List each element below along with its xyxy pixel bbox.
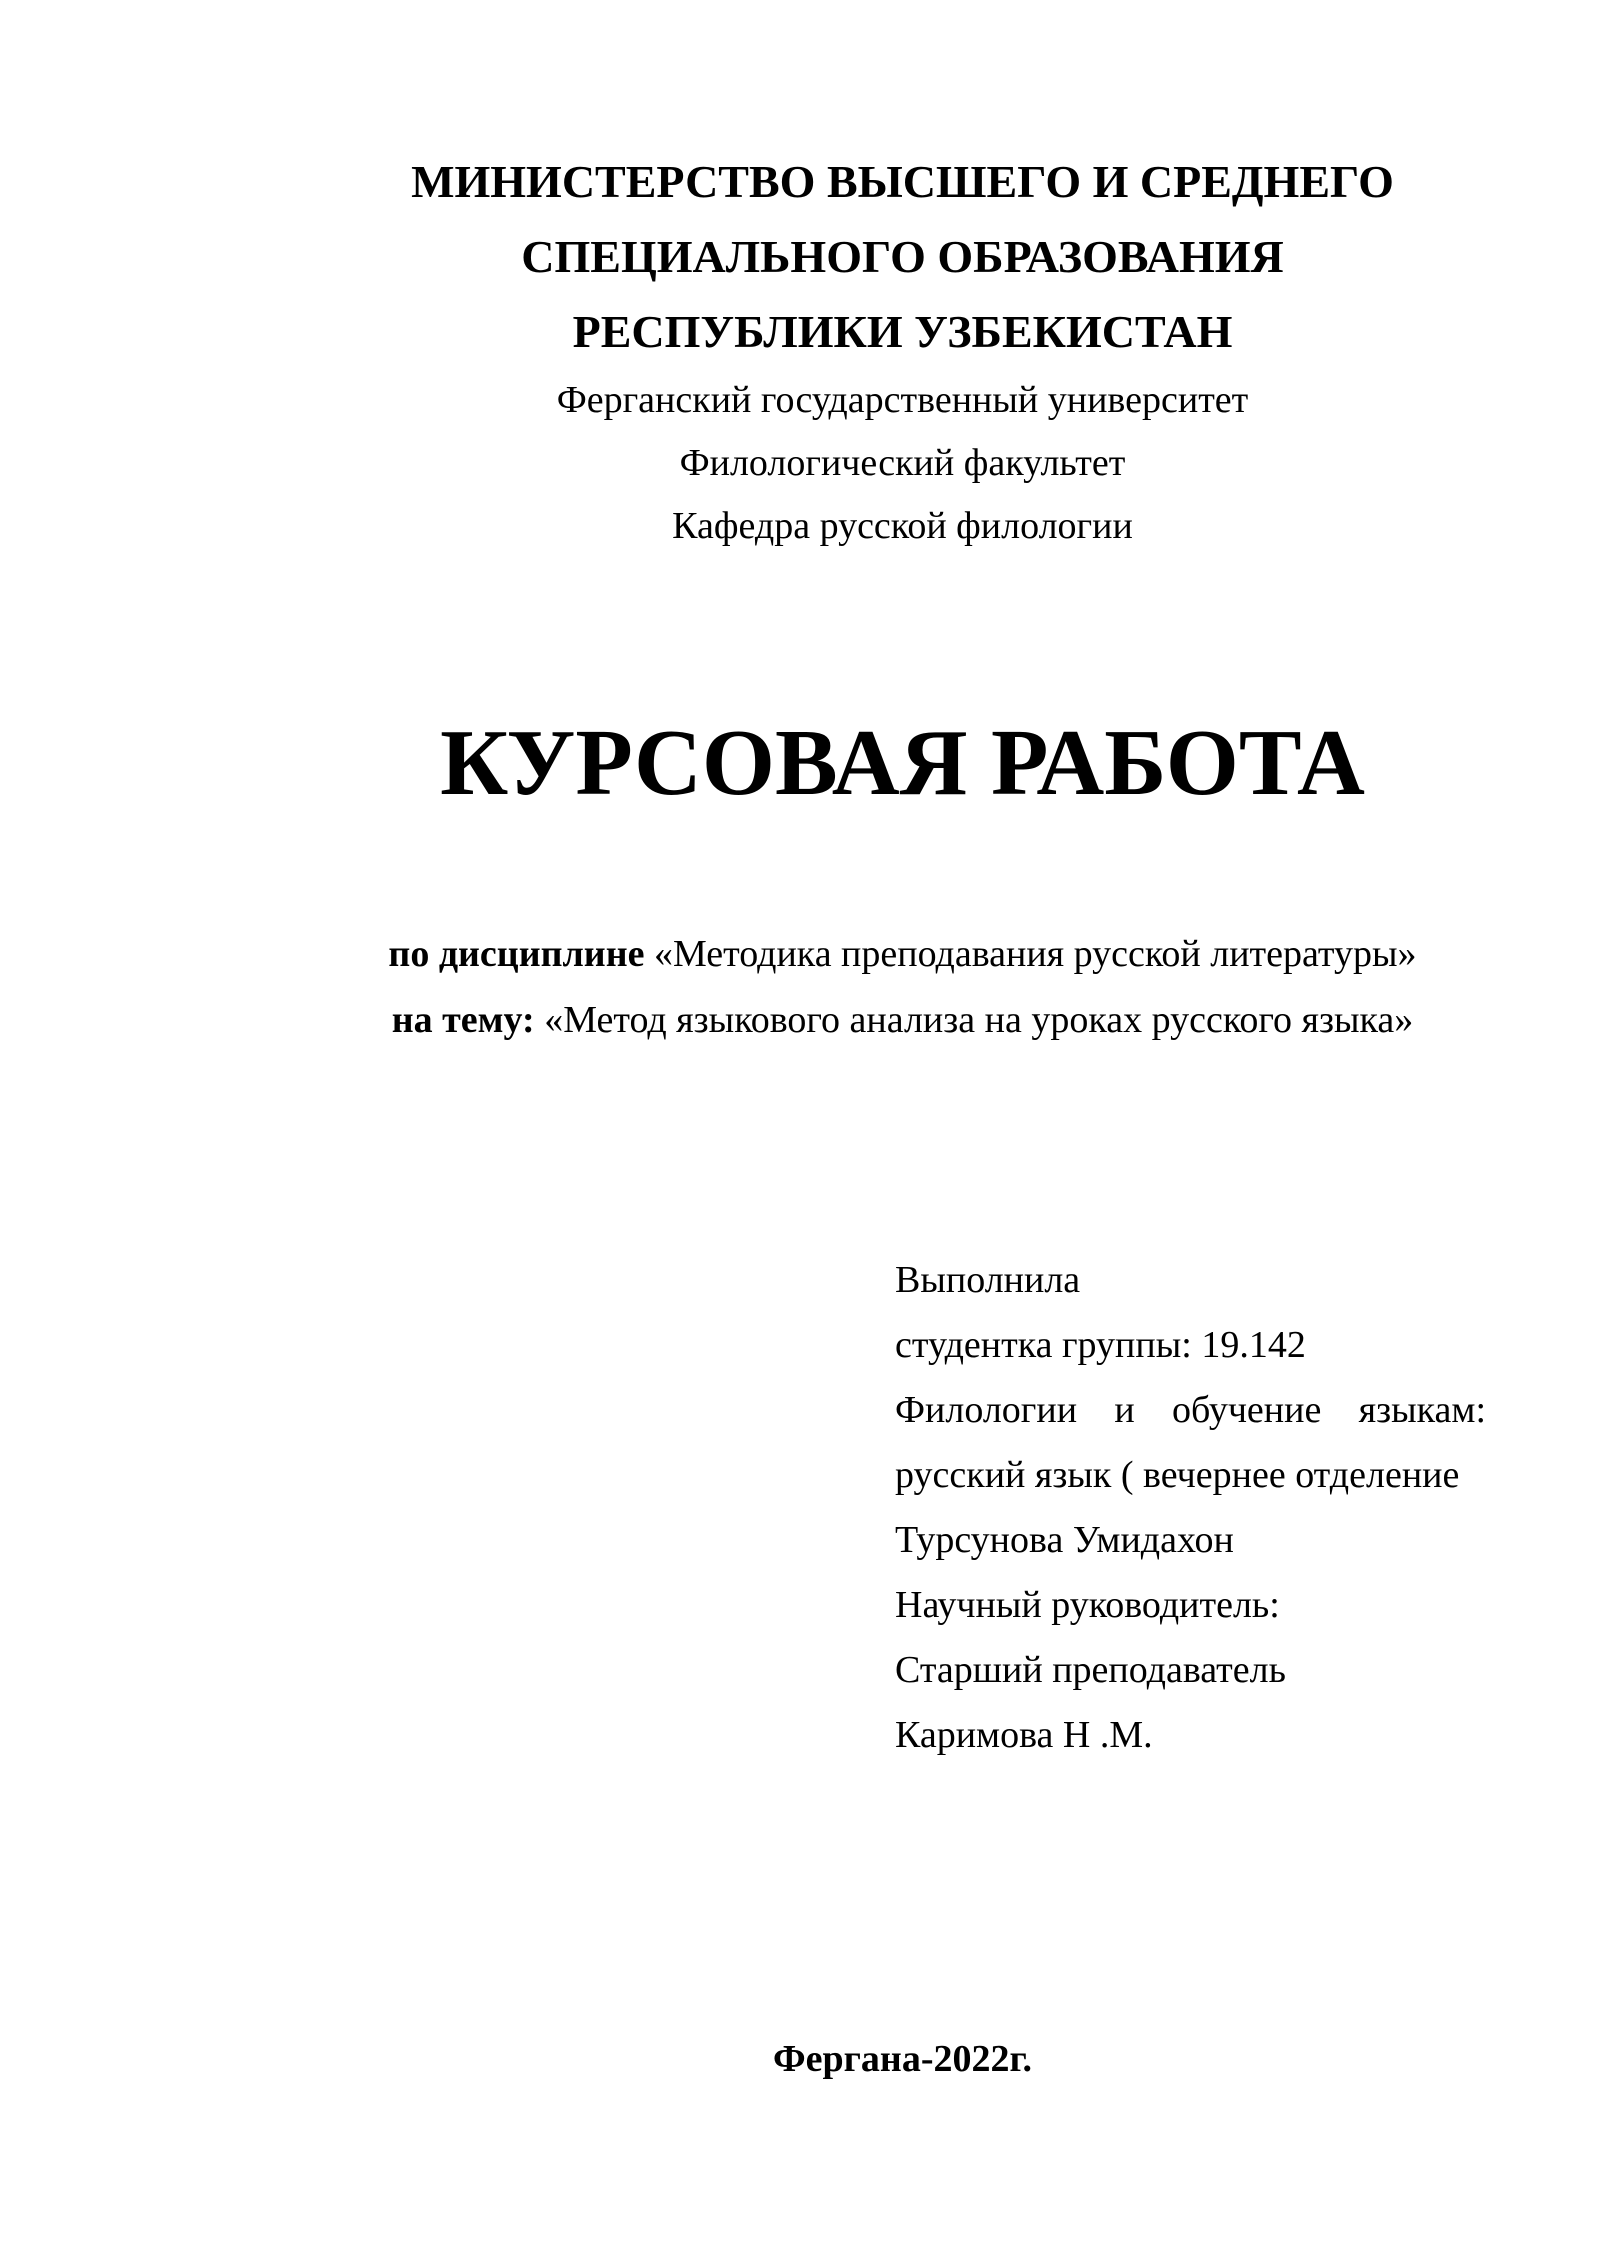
advisor-rank: Старший преподаватель xyxy=(895,1649,1286,1691)
ministry-line-3: РЕСПУБЛИКИ УЗБЕКИСТАН xyxy=(572,306,1233,357)
discipline-value: «Методика преподавания русской литературы» xyxy=(644,933,1417,975)
advisor-name: Каримова Н .М. xyxy=(895,1714,1153,1756)
department-name: Кафедра русской филологии xyxy=(672,505,1133,547)
ministry-header xyxy=(305,144,1500,369)
institution-header xyxy=(305,369,1500,558)
ministry-line-2: СПЕЦИАЛЬНОГО ОБРАЗОВАНИЯ xyxy=(521,231,1284,282)
page-content xyxy=(305,0,1500,2262)
program-line-2: русский язык ( вечернее отделение xyxy=(895,1454,1460,1496)
document-title: КУРСОВАЯ РАБОТА xyxy=(440,711,1365,815)
faculty-name: Филологический факультет xyxy=(679,442,1126,484)
city-year-footer: Фергана-2022г. xyxy=(773,2038,1032,2080)
performed-by-line: Выполнила xyxy=(895,1259,1081,1301)
topic-line xyxy=(305,987,1500,1053)
group-line: студентка группы: 19.142 xyxy=(895,1324,1306,1366)
discipline-label: по дисциплине xyxy=(388,933,645,975)
author-info xyxy=(895,1248,1486,1768)
discipline-line xyxy=(305,921,1500,987)
topic-label: на тему: xyxy=(391,999,535,1041)
topic-value: «Метод языкового анализа на уроках русского языка» xyxy=(534,999,1414,1041)
program-line-1: Филологии и обучение языкам: xyxy=(895,1389,1486,1431)
university-name: Ферганский государственный университет xyxy=(556,379,1249,421)
advisor-label: Научный руководитель: xyxy=(895,1584,1280,1626)
ministry-line-1: МИНИСТЕРСТВО ВЫСШЕГО И СРЕДНЕГО xyxy=(411,156,1394,207)
discipline-topic xyxy=(305,921,1500,1053)
student-name: Турсунова Умидахон xyxy=(895,1519,1234,1561)
